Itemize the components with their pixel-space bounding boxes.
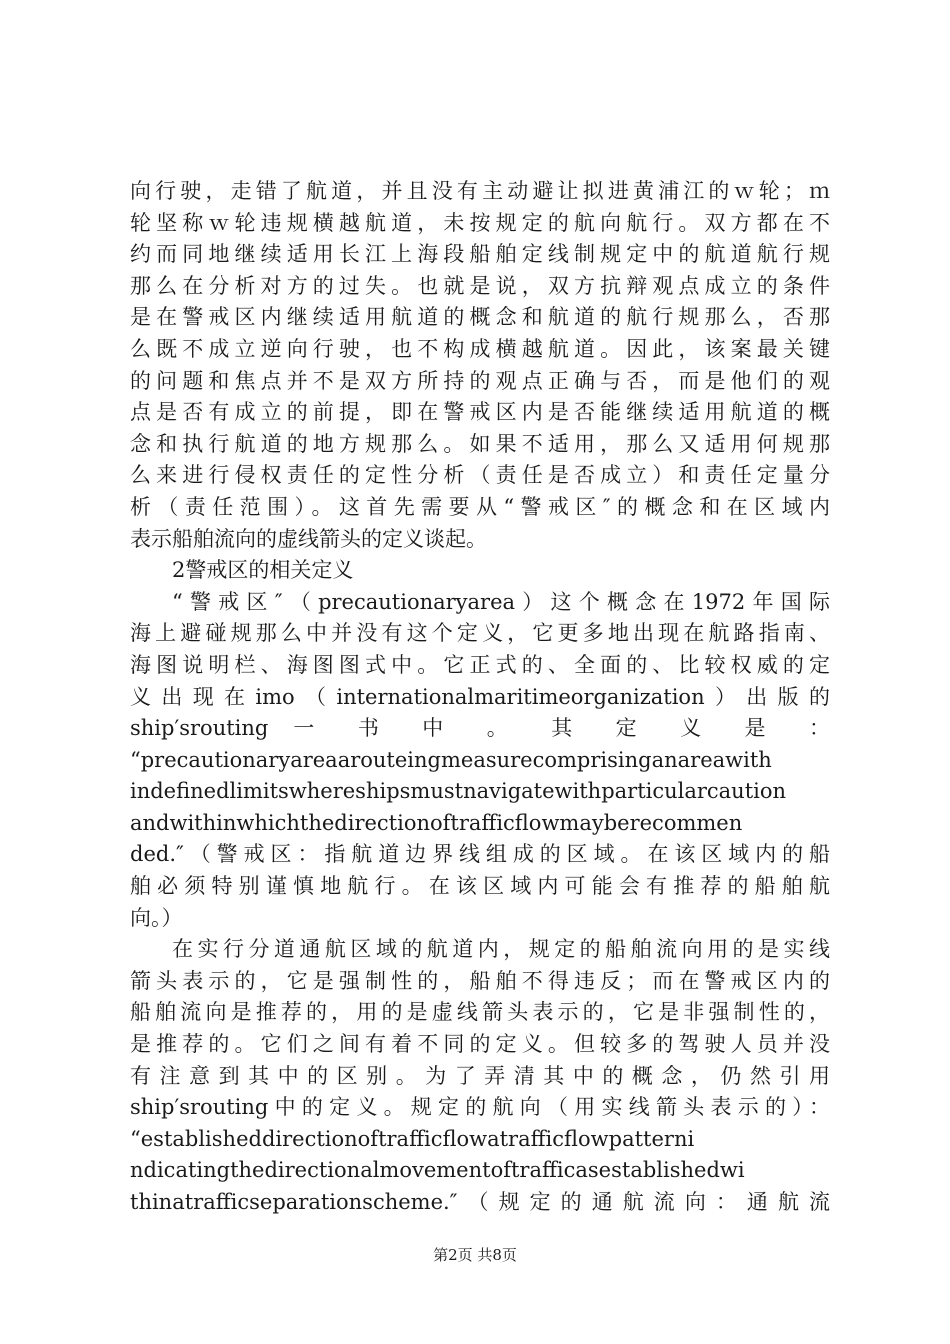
text-line: 是推荐的。它们之间有着不同的定义。但较多的驾驶人员并没 [130, 1032, 830, 1057]
text-line: 海上避碰规那么中并没有这个定义，它更多地出现在航路指南、 [130, 621, 830, 646]
paragraph-2 [130, 587, 830, 935]
section-heading: 2警戒区的相关定义 [172, 558, 354, 583]
text-line: ndicatingthedirectionalmovementoftrafficasestablishedwi [130, 1158, 745, 1183]
text-line: “precautionaryareaarouteingmeasurecomprisinganareawith [130, 747, 772, 772]
text-line: 轮坚称ｗ轮违规横越航道，未按规定的航向航行。双方都在不 [130, 210, 830, 235]
text-line: “警戒区″（precautionaryarea）这个概念在1972年国际 [172, 589, 830, 614]
text-line: 点是否有成立的前提，即在警戒区内是否能继续适用航道的概 [130, 400, 830, 425]
text-line: 在实行分道通航区域的航道内，规定的船舶流向用的是实线 [172, 937, 830, 962]
text-line: 是在警戒区内继续适用航道的概念和航道的航行规那么，否那 [130, 305, 830, 330]
text-line: 船舶流向是推荐的，用的是虚线箭头表示的，它是非强制性的， [130, 1000, 830, 1025]
text-line: “establisheddirectionoftrafficflowatrafficflowpatterni [130, 1126, 695, 1151]
text-line: ship′srouting中的定义。规定的航向（用实线箭头表示的）： [130, 1095, 830, 1120]
text-line: 表示船舶流向的虚线箭头的定义谈起。 [130, 526, 487, 551]
text-line: 念和执行航道的地方规那么。如果不适用，那么又适用何规那 [130, 431, 830, 456]
text-line: 有注意到其中的区别。为了弄清其中的概念，仍然引用 [130, 1063, 830, 1088]
text-line: indefinedlimitswhereshipsmustnavigatewithparticularcaution [130, 779, 787, 804]
text-line: 义出现在imo（internationalmaritimeorganization）出版的 [130, 684, 830, 709]
page-number-footer: 第2页 共8页 [433, 1246, 517, 1264]
text-line: 箭头表示的，它是强制性的，船舶不得违反；而在警戒区内的 [130, 968, 830, 993]
text-line: 约而同地继续适用长江上海段船舶定线制规定中的航道航行规 [130, 242, 830, 267]
paragraph-1 [130, 176, 830, 555]
text-line: thinatrafficseparationscheme.″（规定的通航流向：通航流 [130, 1190, 830, 1214]
text-line: 向行驶，走错了航道，并且没有主动避让拟进黄浦江的ｗ轮；ｍ [130, 179, 830, 203]
text-line: 的问题和焦点并不是双方所持的观点正确与否，而是他们的观 [130, 368, 830, 393]
text-line: 那么在分析对方的过失。也就是说，双方抗辩观点成立的条件 [130, 273, 830, 298]
text-line: 舶必须特别谨慎地航行。在该区域内可能会有推荐的船舶航 [130, 874, 830, 899]
body-text [130, 176, 830, 1219]
text-line: andwithinwhichthedirectionoftrafficflowmayberecommen [130, 810, 743, 835]
text-line: 向。） [130, 905, 183, 930]
text-line: ship′srouting 一 书 中 。 其 定 义 是 ： [130, 716, 830, 741]
text-line: ded.″（警戒区：指航道边界线组成的区域。在该区域内的船 [130, 842, 830, 867]
text-line: 么既不成立逆向行驶，也不构成横越航道。因此，该案最关键 [130, 336, 830, 361]
text-line: 么来进行侵权责任的定性分析（责任是否成立）和责任定量分 [130, 463, 830, 488]
text-line: 海图说明栏、海图图式中。它正式的、全面的、比较权威的定 [130, 652, 830, 677]
paragraph-3 [130, 934, 830, 1218]
text-line: 析（责任范围）。这首先需要从“警戒区″的概念和在区域内 [130, 494, 830, 519]
